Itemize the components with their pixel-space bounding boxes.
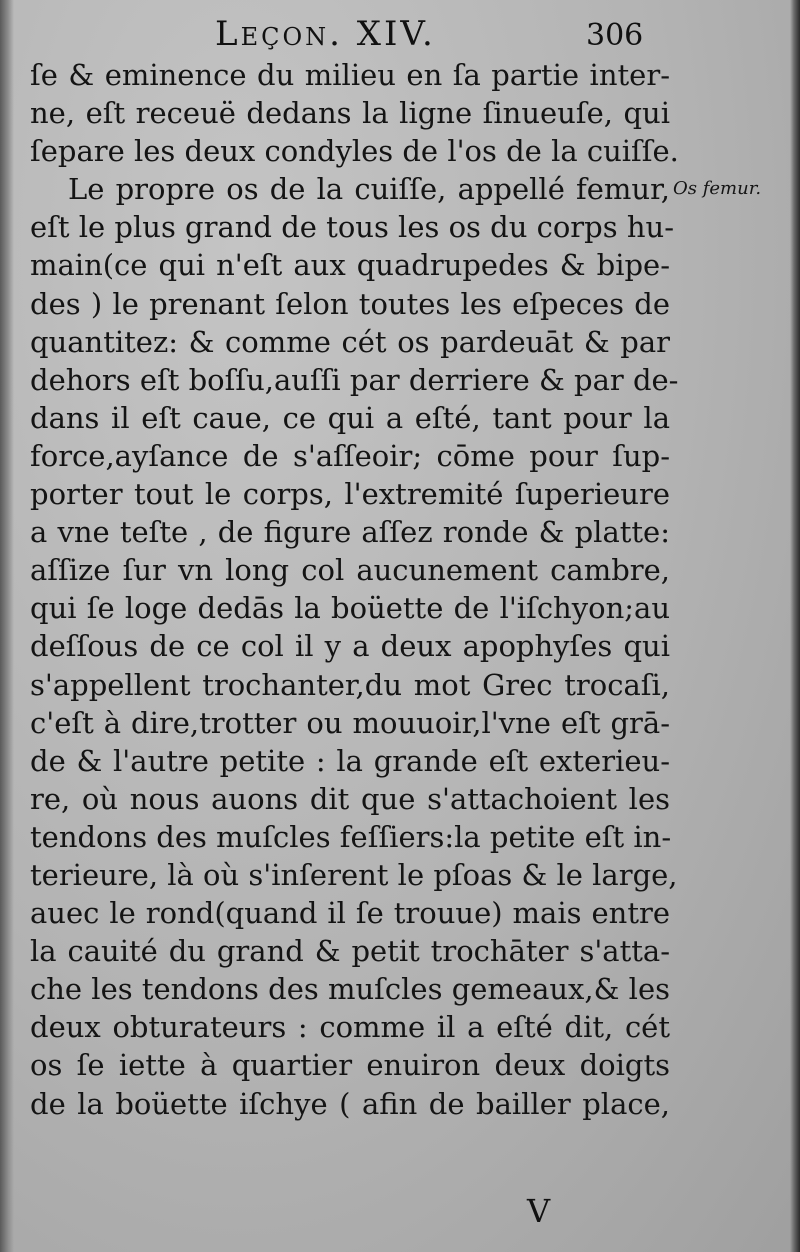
text-line: main(ce qui n'eſt aux quadrupedes & bipe- [30, 248, 670, 283]
page-left-edge-shadow [0, 0, 14, 1252]
text-line: deſſous de ce col il y a deux apophyſes qui [30, 629, 670, 664]
text-line: re, où nous auons dit que s'attachoient les [30, 781, 670, 816]
text-line: quantitez: & comme cét os pardeuāt & par [30, 324, 670, 359]
page-right-edge-shadow [790, 0, 800, 1252]
text-line: a vne teſte , de figure aſſez ronde & platte: [30, 515, 670, 550]
text-line: ne, eſt receuë dedans la ligne ſinueuſe, qui [30, 96, 670, 131]
text-line: ſe & eminence du milieu en ſa partie inter- [30, 58, 670, 92]
text-line: eſt le plus grand de tous les os du corps hu- [30, 210, 674, 245]
text-line: de la boüette iſchye ( afin de bailler place, [30, 1086, 670, 1121]
text-line: la cauité du grand & petit trochāter s'atta- [30, 934, 670, 969]
text-line: os ſe iette à quartier enuiron deux doigts [30, 1048, 670, 1083]
page-number: 306 [586, 18, 644, 53]
text-line: Le propre os de la cuiſſe, appellé femur, [68, 172, 670, 207]
text-line: tendons des muſcles feſſiers:la petite eſt in- [30, 819, 672, 854]
text-line: force,ayſance de s'aſſeoir; cōme pour ſup- [30, 438, 670, 473]
text-line: porter tout le corps, l'extremité ſuperieure [30, 477, 670, 512]
text-line: dans il eſt caue, ce qui a eſté, tant pour la [30, 400, 670, 435]
text-line: deux obturateurs : comme il a eſté dit, cét [30, 1010, 670, 1045]
text-line: dehors eſt boſſu,auſſi par derriere & par de- [30, 362, 679, 397]
text-line: c'eſt à dire,trotter ou mouuoir,l'vne eſt grā- [30, 705, 670, 740]
text-line: terieure, là où s'inſerent le pſoas & le large, [30, 857, 678, 892]
text-line: aſſize ſur vn long col aucunement cambre, [30, 553, 670, 588]
text-line: s'appellent trochanter,du mot Grec trocaſi, [30, 667, 670, 702]
text-line: ſepare les deux condyles de l'os de la cuiſſe. [30, 134, 679, 169]
text-line: qui ſe loge dedās la boüette de l'iſchyon;au [30, 591, 670, 626]
text-line: de & l'autre petite : la grande eſt exterieu- [30, 743, 670, 778]
text-line: auec le rond(quand il ſe trouue) mais entre [30, 896, 670, 931]
margin-note: Os femur. [673, 178, 762, 199]
text-line: che les tendons des muſcles gemeaux,& les [30, 972, 670, 1007]
running-head: Leçon. XIV. [215, 14, 436, 54]
text-line: des ) le prenant ſelon toutes les eſpeces de [30, 286, 670, 321]
body-text [30, 56, 679, 1123]
page-header [0, 14, 800, 58]
signature-mark: V [527, 1192, 551, 1230]
